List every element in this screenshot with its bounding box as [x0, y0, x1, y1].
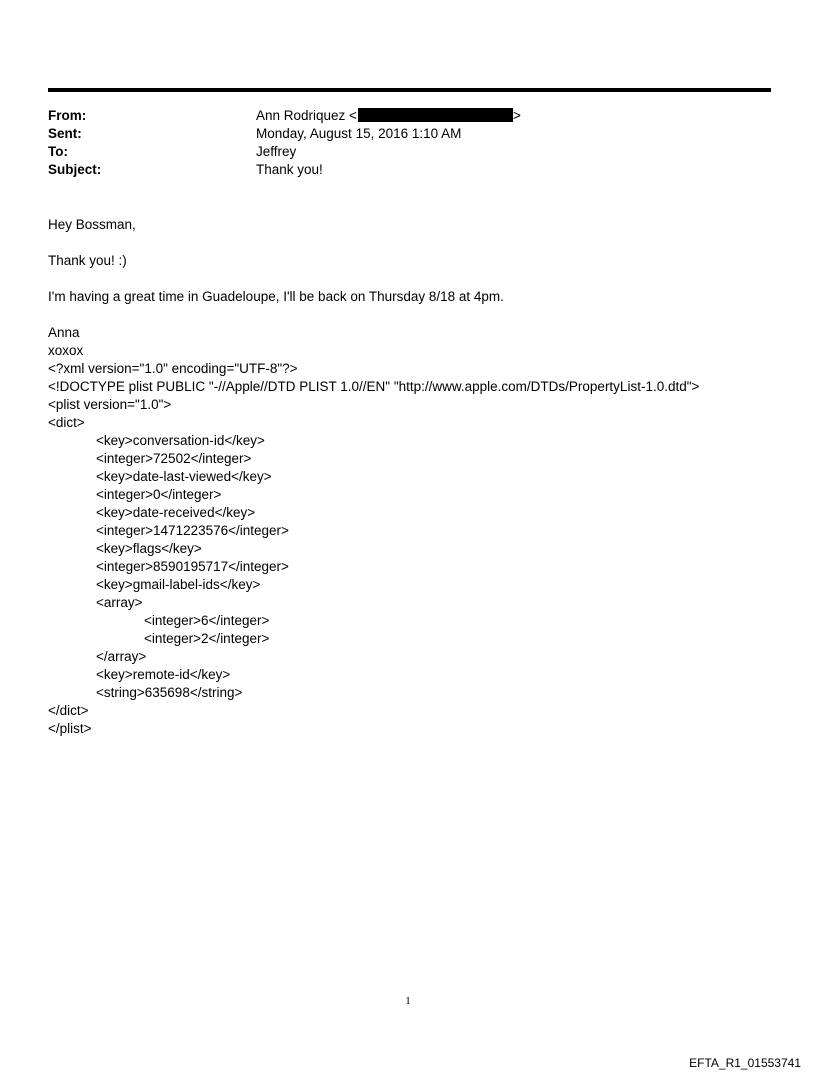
plist-line: </plist>	[48, 721, 92, 736]
plist-line: <integer>1471223576</integer>	[96, 523, 289, 538]
plist-line: <key>remote-id</key>	[96, 667, 231, 682]
to-value: Jeffrey	[256, 144, 297, 159]
from-value	[256, 107, 521, 125]
plist-line: <array>	[96, 595, 143, 610]
plist-line: <integer>8590195717</integer>	[96, 559, 289, 574]
plist-block	[48, 360, 788, 738]
sent-row	[48, 125, 748, 143]
from-close: >	[512, 108, 521, 123]
message-line: I'm having a great time in Guadeloupe, I'll be back on Thursday 8/18 at 4pm.	[48, 289, 504, 304]
signature-signoff: xoxox	[48, 343, 84, 358]
email-body	[48, 216, 788, 738]
to-label: To:	[48, 144, 68, 159]
plist-line: <integer>0</integer>	[96, 487, 222, 502]
thanks-line: Thank you! :)	[48, 253, 127, 268]
plist-line: <key>date-received</key>	[96, 505, 256, 520]
plist-line: <key>date-last-viewed</key>	[96, 469, 272, 484]
plist-line: <!DOCTYPE plist PUBLIC "-//Apple//DTD PLIST 1.0//EN" "http://www.apple.com/DTDs/PropertyList-1.0.dtd">	[48, 379, 700, 394]
sent-label: Sent:	[48, 126, 82, 141]
redaction-box	[358, 108, 513, 122]
subject-label: Subject:	[48, 162, 102, 177]
signature-name: Anna	[48, 325, 80, 340]
plist-line: <key>flags</key>	[96, 541, 202, 556]
sent-value: Monday, August 15, 2016 1:10 AM	[256, 126, 462, 141]
to-row	[48, 143, 748, 161]
plist-line: <key>gmail-label-ids</key>	[96, 577, 261, 592]
bates-number: EFTA_R1_01553741	[689, 1056, 801, 1070]
plist-line: </array>	[96, 649, 147, 664]
header-rule	[48, 88, 771, 92]
plist-line: <dict>	[48, 415, 85, 430]
plist-line: <string>635698</string>	[96, 685, 243, 700]
plist-line: <integer>72502</integer>	[96, 451, 252, 466]
plist-line: <?xml version="1.0" encoding="UTF-8"?>	[48, 361, 298, 376]
email-header	[48, 107, 748, 179]
plist-line: <integer>6</integer>	[144, 613, 270, 628]
subject-value: Thank you!	[256, 162, 323, 177]
plist-line: <integer>2</integer>	[144, 631, 270, 646]
plist-line: </dict>	[48, 703, 89, 718]
plist-line: <plist version="1.0">	[48, 397, 172, 412]
subject-row	[48, 161, 748, 179]
plist-line: <key>conversation-id</key>	[96, 433, 265, 448]
page-number: 1	[405, 995, 411, 1007]
from-name: Ann Rodriquez <	[256, 108, 357, 123]
from-label: From:	[48, 108, 87, 123]
greeting: Hey Bossman,	[48, 217, 136, 232]
from-row	[48, 107, 748, 125]
